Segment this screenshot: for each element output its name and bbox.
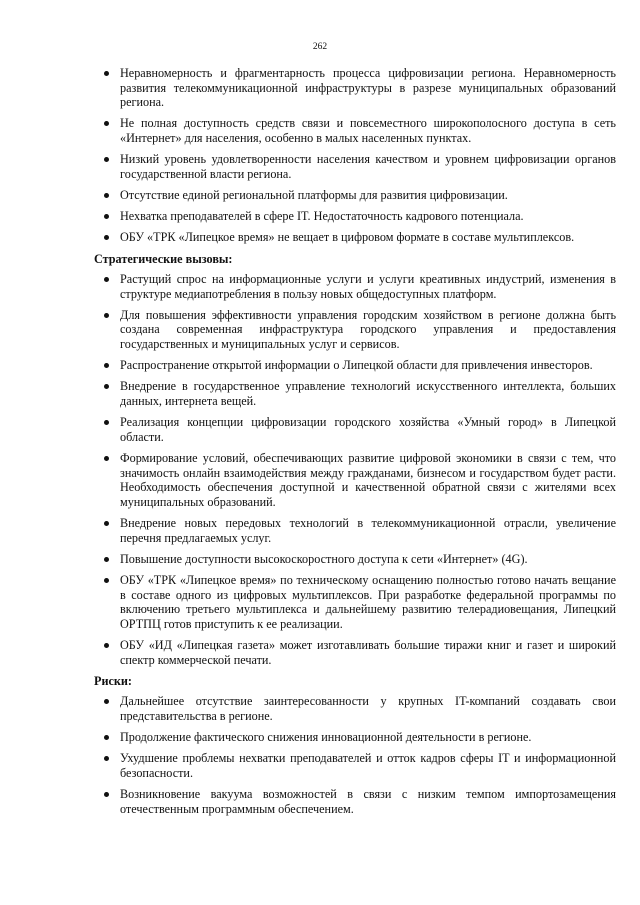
- list-item: [94, 638, 616, 667]
- page-content: [94, 66, 616, 823]
- list-item-text: Продолжение фактического снижения инновационной деятельности в регионе.: [120, 730, 532, 745]
- bullet-icon: [104, 384, 109, 389]
- list-item-text: Формирование условий, обеспечивающих развитие цифровой экономики в связи с тем, что значимость онлайн взаимодействия между гражданами, бизнесом и государством будет расти. Необходимость обеспечения доступной и качественной обратной связи с жителями всех муниципальных образований.: [120, 451, 616, 509]
- section-heading-challenges: Стратегические вызовы:: [94, 251, 233, 266]
- bullet-icon: [104, 456, 109, 461]
- list-item-text: Внедрение новых передовых технологий в телекоммуникационной отрасли, увеличение перечня предлагаемых услуг.: [120, 515, 616, 545]
- list-item-text: Неравномерность и фрагментарность процесса цифровизации региона. Неравномерность развития телекоммуникационной инфраструктуры в разрезе муниципальных образований региона.: [120, 66, 616, 110]
- bullet-icon: [104, 521, 109, 526]
- list-item-text: Отсутствие единой региональной платформы для развития цифровизации.: [120, 187, 508, 202]
- challenges-list: [94, 272, 616, 667]
- list-item: [94, 694, 616, 723]
- bullet-icon: [104, 643, 109, 648]
- bullet-icon: [104, 699, 109, 704]
- page-number: 262: [312, 42, 328, 52]
- bullet-icon: [104, 193, 109, 198]
- bullet-icon: [104, 313, 109, 318]
- list-item-text: Внедрение в государственное управление технологий искусственного интеллекта, больших данных, интернета вещей.: [120, 379, 616, 409]
- bullet-icon: [104, 157, 109, 162]
- list-item-text: Не полная доступность средств связи и повсеместного широкополосного доступа в сеть «Интернет» для населения, особенно в малых населенных пунктах.: [120, 116, 616, 145]
- risks-list: [94, 694, 616, 816]
- bullet-icon: [104, 277, 109, 282]
- list-item: [94, 230, 616, 245]
- list-item: [94, 152, 616, 181]
- bullet-icon: [104, 557, 109, 562]
- bullet-icon: [104, 792, 109, 797]
- list-item: [94, 552, 616, 567]
- list-item-text: Ухудшение проблемы нехватки преподавателей и отток кадров сферы IT и информационной безопасности.: [120, 751, 616, 780]
- bullet-icon: [104, 71, 109, 76]
- list-item: [94, 308, 616, 352]
- list-item: [94, 116, 616, 145]
- list-item: [94, 787, 616, 816]
- list-item: [94, 188, 616, 203]
- list-item-text: ОБУ «ТРК «Липецкое время» не вещает в цифровом формате в составе мультиплексов.: [120, 230, 575, 245]
- list-item-text: Повышение доступности высокоскоростного доступа к сети «Интернет» (4G).: [120, 551, 528, 566]
- bullet-icon: [104, 121, 109, 126]
- section-heading-risks: Риски:: [94, 673, 132, 688]
- bullet-icon: [104, 578, 109, 583]
- list-item: [94, 272, 616, 301]
- list-item: [94, 751, 616, 780]
- list-item: [94, 516, 616, 545]
- list-item: [94, 209, 616, 224]
- list-item-text: Возникновение вакуума возможностей в связи с низким темпом импортозамещения отечественным программным обеспечением.: [120, 787, 616, 816]
- bullet-icon: [104, 756, 109, 761]
- list-item-text: Растущий спрос на информационные услуги и услуги креативных индустрий, изменения в структуре медиапотребления в пользу новых общедоступных платформ.: [120, 272, 616, 301]
- list-item-text: Нехватка преподавателей в сфере IT. Недостаточность кадрового потенциала.: [120, 209, 524, 224]
- bullet-icon: [104, 363, 109, 368]
- list-item-text: ОБУ «ИД «Липецкая газета» может изготавливать большие тиражи книг и газет и широкий спектр коммерческой печати.: [120, 637, 616, 667]
- list-item-text: Распространение открытой информации о Липецкой области для привлечения инвесторов.: [120, 358, 593, 373]
- list-item: [94, 415, 616, 444]
- list-item-text: Для повышения эффективности управления городским хозяйством в регионе должна быть создана современная инфраструктура городского управления и предоставления государственных и муниципальных услуг и сервисов.: [120, 307, 616, 352]
- bullet-icon: [104, 214, 109, 219]
- list-item-text: Дальнейшее отсутствие заинтересованности у крупных IT-компаний создавать свои представительства в регионе.: [120, 694, 616, 723]
- list-item: [94, 730, 616, 745]
- list-item: [94, 379, 616, 408]
- list-item-text: Реализация концепции цифровизации городского хозяйства «Умный город» в Липецкой области.: [120, 415, 616, 444]
- weaknesses-list: [94, 66, 616, 245]
- bullet-icon: [104, 735, 109, 740]
- list-item: [94, 358, 616, 373]
- bullet-icon: [104, 420, 109, 425]
- list-item: [94, 451, 616, 509]
- list-item-text: Низкий уровень удовлетворенности населения качеством и уровнем цифровизации органов государственной власти региона.: [120, 152, 616, 181]
- bullet-icon: [104, 235, 109, 240]
- list-item: [94, 573, 616, 631]
- list-item: [94, 66, 616, 110]
- list-item-text: ОБУ «ТРК «Липецкое время» по техническому оснащению полностью готово начать вещание в составе одного из цифровых мультиплексов. При разработке федеральной программы по включению третьего мультиплекса и дальнейшему развитию телерадиовещания, Липецкий ОРТПЦ готов приступить к ее реализации.: [120, 572, 616, 631]
